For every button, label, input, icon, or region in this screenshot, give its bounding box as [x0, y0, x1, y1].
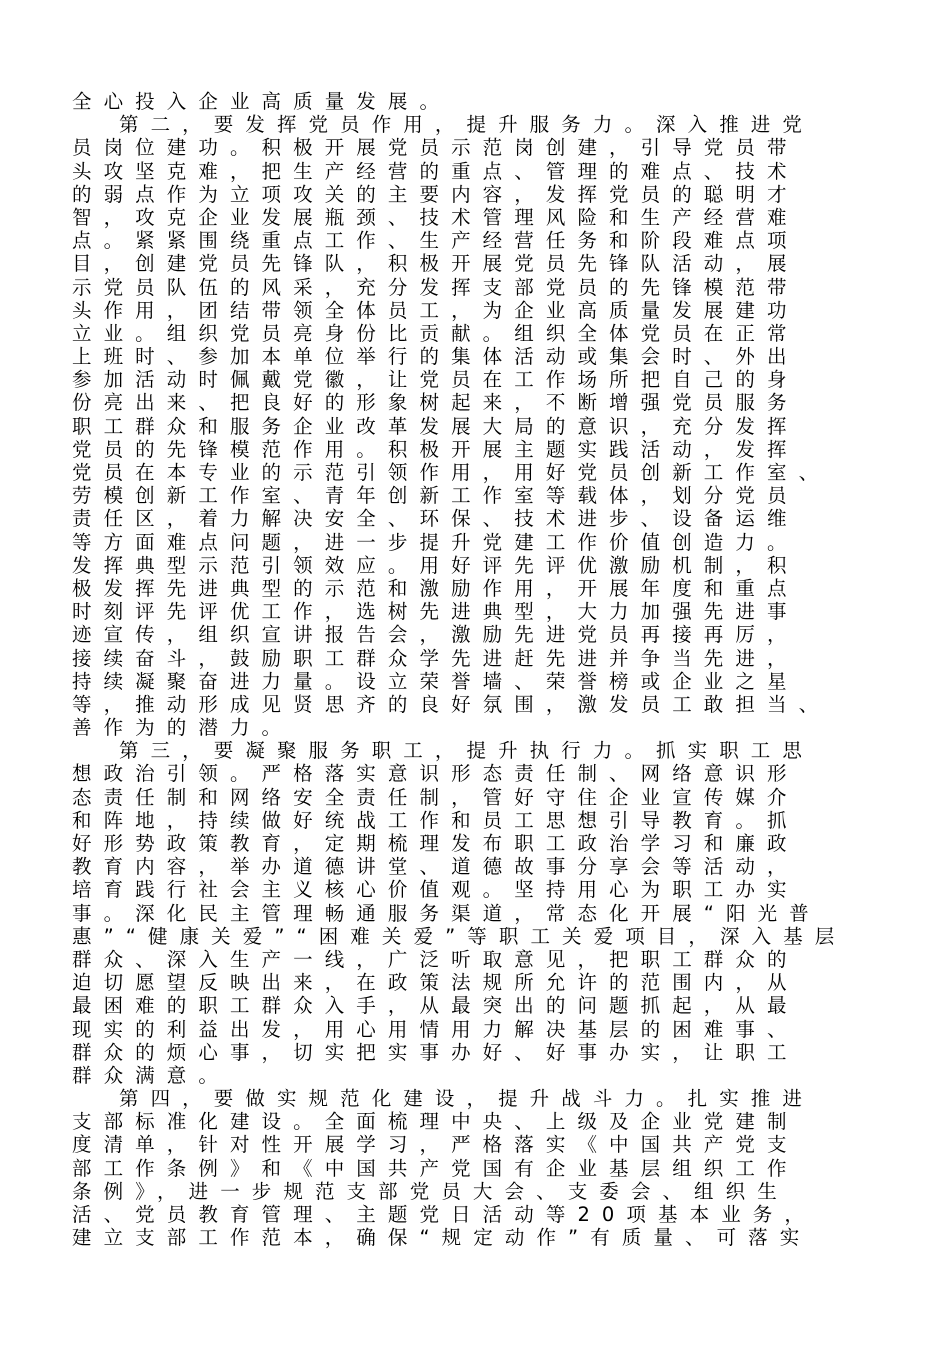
text-line: 活、党员教育管理、主题党日活动等20项基本业务，: [72, 1203, 816, 1226]
text-line: 点。紧紧围绕重点工作、生产经营任务和阶段难点项: [72, 229, 799, 253]
text-line: 责任区，着力解决安全、环保、技术进步、设备运维: [72, 507, 799, 531]
paragraph-first-line: 第四，要做实规范化建设，提升战斗力。扎实推进: [119, 1087, 814, 1111]
text-line: 好形势政策教育，定期梳理发布职工政治学习和廉政: [72, 832, 799, 855]
text-line: 善作为的潜力。: [72, 716, 294, 740]
paragraph-first-line: 第二，要发挥党员作用，提升服务力。深入推进党: [119, 113, 814, 137]
text-line: 上班时、参加本单位举行的集体活动或集会时、外出: [72, 345, 799, 369]
text-line: 支部标准化建设。全面梳理中央、上级及企业党建制: [72, 1110, 799, 1134]
text-line: 态责任制和网络安全责任制，管好守住企业宣传媒介: [72, 785, 799, 809]
text-line: 培育践行社会主义核心价值观。坚持用心为职工办实: [72, 878, 799, 902]
text-line: 头作用，团结带领全体员工，为企业高质量发展建功: [72, 298, 799, 322]
text-line: 群众、深入生产一线，广泛听取意见，把职工群众的: [72, 947, 799, 971]
text-line: 群众的烦心事，切实把实事办好、好事办实，让职工: [72, 1040, 799, 1064]
text-line: 想政治引领。严格落实意识形态责任制、网络意识形: [72, 762, 799, 786]
text-line: 时刻评先评优工作，选树先进典型，大力加强先进事: [72, 600, 799, 624]
text-line: 党员在本专业的示范引领作用，用好党员创新工作室、: [72, 461, 831, 484]
text-line: 示党员队伍的风采，充分发挥支部党员的先锋模范带: [72, 275, 799, 299]
text-line: 全心投入企业高质量发展。: [72, 90, 452, 113]
text-line: 部工作条例》和《中国共产党国有企业基层组织工作: [72, 1156, 799, 1180]
text-line: 惠”“健康关爱”“困难关爱”等职工关爱项目，深入基层: [72, 924, 847, 948]
text-line: 目，创建党员先锋队，积极开展党员先锋队活动，展: [72, 252, 799, 276]
text-line: 教育内容，举办道德讲堂、道德故事分享会等活动，: [72, 855, 799, 879]
text-line: 党员的先锋模范作用。积极开展主题实践活动，发挥: [72, 437, 799, 461]
text-line: 劳模创新工作室、青年创新工作室等载体，划分党员: [72, 484, 799, 508]
text-line: 发挥典型示范引领效应。用好评先评优激励机制，积: [72, 553, 799, 577]
text-line: 职工群众和服务企业改革发展大局的意识，充分发挥: [72, 414, 799, 438]
text-line: 条例》，进一步规范支部党员大会、支委会、组织生: [72, 1179, 789, 1203]
text-line: 份亮出来、把良好的形象树起来，不断增强党员服务: [72, 391, 799, 415]
text-line: 群众满意。: [72, 1063, 230, 1087]
text-line: 接续奋斗，鼓励职工群众学先进赶先进并争当先进，: [72, 646, 799, 670]
text-line: 智，攻克企业发展瓶颈、技术管理风险和生产经营难: [72, 205, 799, 229]
text-line: 立业。组织党员亮身份比贡献。组织全体党员在正常: [72, 321, 799, 345]
text-line: 迹宣传，组织宣讲报告会，激励先进党员再接再厉，: [72, 623, 799, 647]
text-line: 等，推动形成见贤思齐的良好氛围，激发员工敢担当、: [72, 692, 831, 716]
text-line: 现实的利益出发，用心用情用力解决基层的困难事、: [72, 1017, 799, 1041]
text-line: 事。深化民主管理畅通服务渠道，常态化开展“阳光普: [72, 901, 821, 925]
text-line: 参加活动时佩戴党徽，让党员在工作场所把自己的身: [72, 368, 799, 392]
text-line: 度清单，针对性开展学习，严格落实《中国共产党支: [72, 1133, 799, 1157]
document-page: [72, 90, 872, 1249]
paragraph-first-line: 第三，要凝聚服务职工，提升执行力。抓实职工思: [119, 739, 814, 763]
text-line: 迫切愿望反映出来，在政策法规所允许的范围内，从: [72, 971, 799, 995]
text-line: 和阵地，持续做好统战工作和员工思想引导教育。抓: [72, 808, 799, 832]
text-line: 建立支部工作范本，确保“规定动作”有质量、可落实: [72, 1226, 812, 1250]
text-line: 极发挥先进典型的示范和激励作用，开展年度和重点: [72, 576, 799, 600]
text-line: 持续凝聚奋进力量。设立荣誉墙、荣誉榜或企业之星: [72, 669, 799, 693]
text-line: 的弱点作为立项攻关的主要内容，发挥党员的聪明才: [72, 182, 799, 206]
text-line: 等方面难点问题，进一步提升党建工作价值创造力。: [72, 530, 799, 554]
text-line: 最困难的职工群众入手，从最突出的问题抓起，从最: [72, 994, 799, 1018]
text-line: 头攻坚克难，把生产经营的重点、管理的难点、技术: [72, 159, 799, 183]
text-line: 员岗位建功。积极开展党员示范岗创建，引导党员带: [72, 136, 799, 160]
